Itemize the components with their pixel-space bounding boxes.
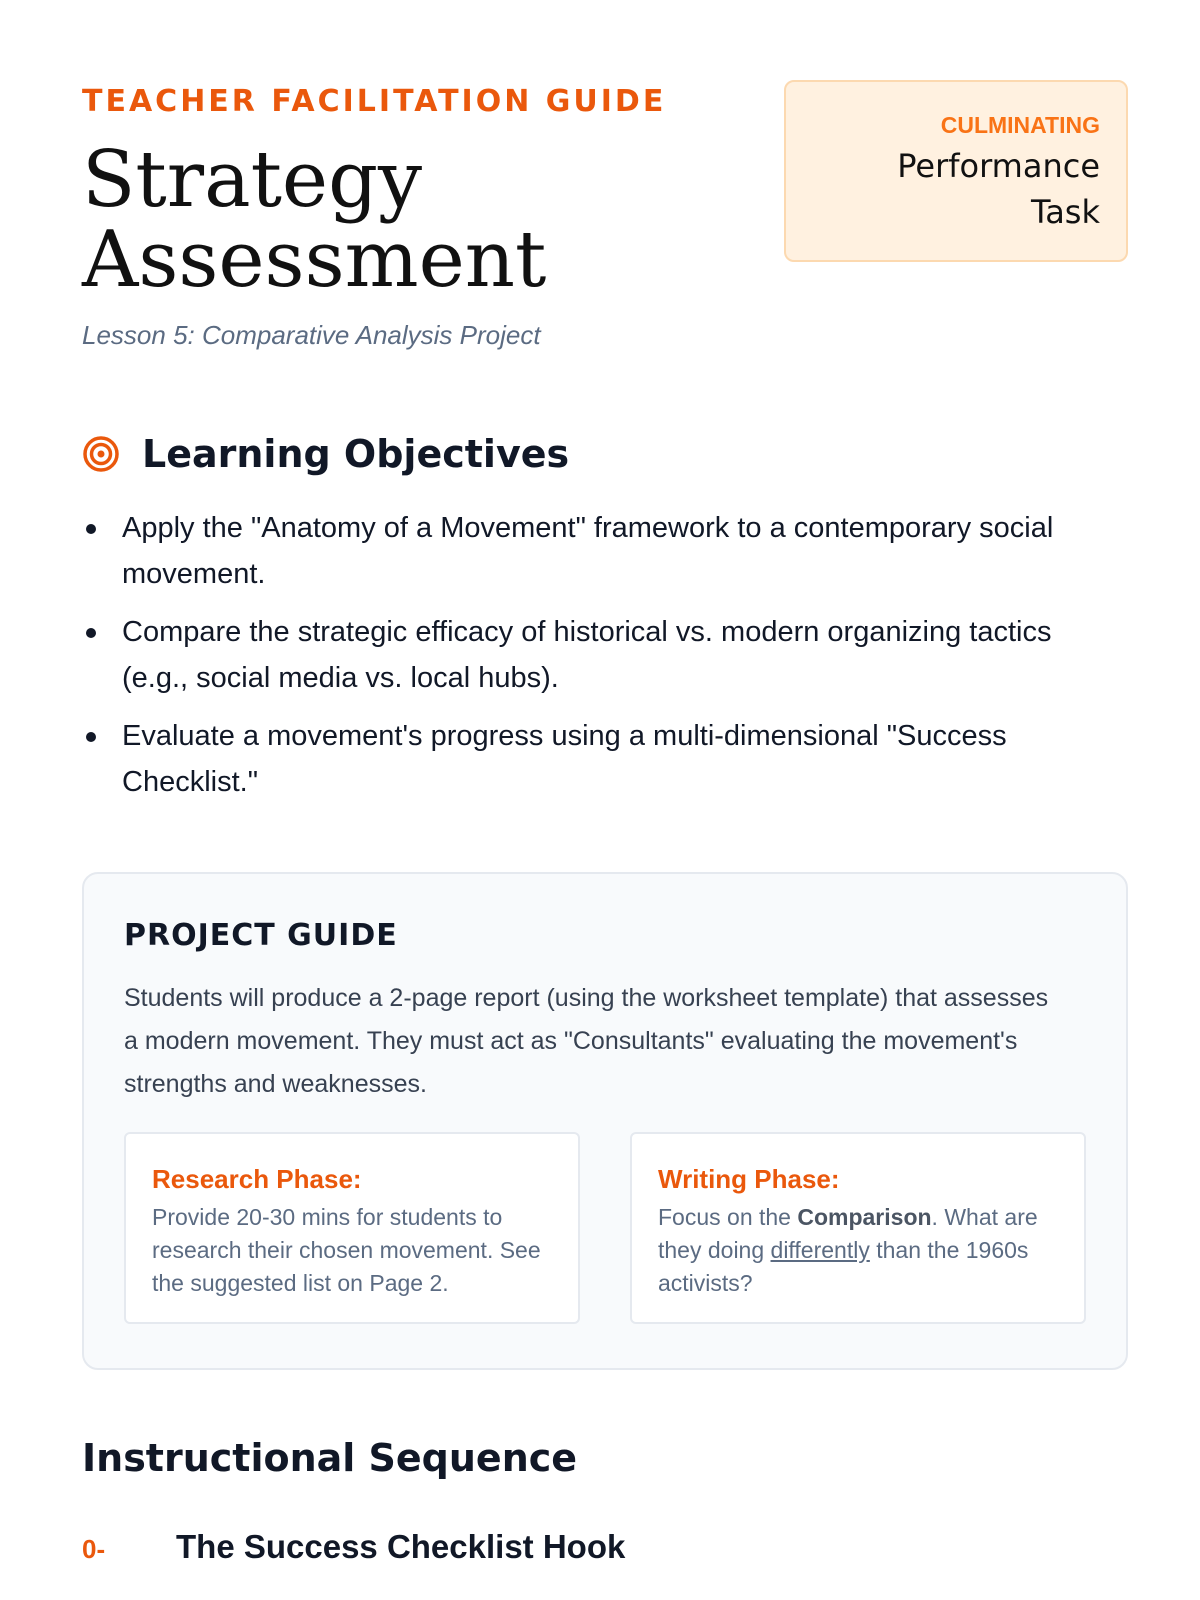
writing-phase-card [630,1132,1086,1324]
writing-phase-title: Writing Phase: [658,1164,840,1194]
step-number: 0- [82,1534,106,1564]
research-phase-card [124,1132,580,1324]
badge-kicker: CULMINATING [940,112,1100,138]
project-guide-card [82,872,1128,1370]
objectives-header [82,432,569,476]
badge-label [786,143,1100,235]
writing-text-underline: differently [770,1237,870,1263]
writing-text-mid: . What are they doing [658,1204,1038,1263]
step-title: The Success Checklist Hook [176,1528,626,1565]
task-badge [784,80,1128,262]
target-icon [82,435,120,473]
eyebrow-label: TEACHER FACILITATION GUIDE [82,84,667,119]
writing-text-bold: Comparison [797,1204,932,1230]
project-guide-body: Students will produce a 2-page report (using the worksheet template) that assesses a modern movement. They must act as "Consultants" evaluating the movement's strengths and weaknesses. [124,984,1049,1098]
research-phase-title: Research Phase: [152,1164,362,1194]
writing-text-post: than the 1960s activists? [658,1237,1029,1296]
title-line-2: Assessment [82,215,547,305]
page-title [82,135,547,305]
objectives-title: Learning Objectives [142,432,570,476]
lesson-subtitle: Lesson 5: Comparative Analysis Project [82,320,541,350]
page [82,0,1128,1600]
phase-cards [124,1132,1086,1324]
badge-line-2: Task [1030,193,1100,231]
project-guide-title: PROJECT GUIDE [124,918,398,953]
writing-text-pre: Focus on the [658,1204,798,1230]
list-item: Evaluate a movement's progress using a multi-dimensional "Success Checklist." [82,713,1082,805]
objectives-list [82,505,1082,817]
sequence-title: Instructional Sequence [82,1436,578,1480]
list-item: Apply the "Anatomy of a Movement" framework to a contemporary social movement. [82,505,1082,597]
writing-phase-text [658,1201,1058,1300]
research-phase-text: Provide 20-30 mins for students to research their chosen movement. See the suggested list on Page 2. [152,1204,541,1296]
list-item: Compare the strategic efficacy of historical vs. modern organizing tactics (e.g., social media vs. local hubs). [82,609,1082,701]
sequence-step [82,1528,625,1566]
badge-line-1: Performance [897,147,1100,185]
title-line-1: Strategy [82,135,423,225]
